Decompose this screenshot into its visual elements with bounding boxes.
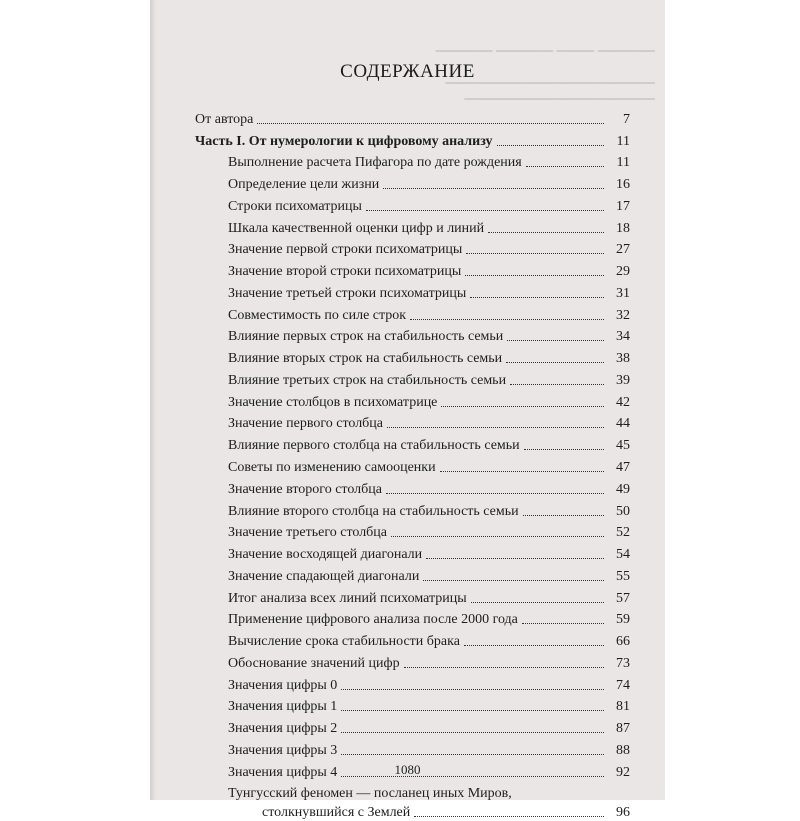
dot-leader — [386, 493, 604, 494]
toc-entry-title-line2: столкнувшийся с Землей — [262, 804, 411, 820]
toc-entry-page: 38 — [616, 351, 630, 367]
toc-entry — [195, 563, 630, 585]
toc-entry-page: 31 — [616, 285, 630, 301]
dot-leader — [441, 406, 604, 407]
toc-entry — [195, 389, 630, 411]
dot-leader — [414, 816, 604, 817]
dot-leader — [341, 754, 604, 755]
dot-leader — [522, 623, 604, 624]
toc-entry-page: 59 — [616, 612, 630, 628]
toc-entry-title: Строки психоматрицы — [228, 198, 362, 214]
toc-entry — [195, 106, 630, 128]
toc-entry-page: 50 — [616, 503, 630, 519]
toc-entry-title: Влияние второго столбца на стабильность семьи — [228, 503, 519, 519]
toc-entry-title: Итог анализа всех линий психоматрицы — [228, 590, 467, 606]
toc-entry-page: 7 — [623, 111, 630, 127]
page-edge-shadow — [150, 0, 156, 800]
toc-entry-page: 81 — [616, 699, 630, 715]
toc-entry-title: Совместимость по силе строк — [228, 307, 407, 323]
bleed-through-line: ▁▁▁▁▁▁▁▁▁▁▁▁▁▁▁▁▁▁▁▁▁▁ — [445, 70, 655, 84]
toc-entry-title: Часть I. От нумерологии к цифровому анализу — [195, 133, 493, 149]
toc-entry-page: 74 — [616, 677, 630, 693]
dot-leader — [341, 689, 604, 690]
toc-entry-page: 16 — [616, 177, 630, 193]
toc-entry-page: 73 — [616, 655, 630, 671]
toc-entry — [195, 541, 630, 563]
toc-entry-title: Обоснование значений цифр — [228, 655, 400, 671]
toc-entry-page: 45 — [616, 438, 630, 454]
toc-entry-title: Значение первого столбца — [228, 416, 384, 432]
toc-entry — [195, 280, 630, 302]
toc-entry-title: Значение первой строки психоматрицы — [228, 242, 463, 258]
toc-entry — [195, 607, 630, 629]
dot-leader — [257, 123, 604, 124]
toc-entry — [195, 432, 630, 454]
dot-leader — [470, 297, 604, 298]
toc-entry — [195, 520, 630, 542]
toc-entry-title: Влияние вторых строк на стабильность семьи — [228, 351, 503, 367]
dot-leader — [506, 362, 604, 363]
toc-entry-line2 — [228, 805, 630, 821]
toc-entry — [195, 585, 630, 607]
toc-entry-title: Влияние третьих строк на стабильность семьи — [228, 372, 507, 388]
page-number: 1080 — [394, 762, 421, 777]
toc-entry-page: 88 — [616, 742, 630, 758]
toc-entry-title: Значение восходящей диагонали — [228, 547, 423, 563]
bleed-through-line: ▁▁▁▁▁▁ ▁▁▁▁▁▁ ▁▁▁▁ ▁▁▁▁▁▁ — [435, 38, 655, 52]
toc-entry — [195, 737, 630, 759]
toc-entry — [195, 258, 630, 280]
toc-entry — [195, 215, 630, 237]
toc-entry-title: Значение второй строки психоматрицы — [228, 264, 462, 280]
table-of-contents — [195, 106, 630, 821]
toc-entry-title: Шкала качественной оценки цифр и линий — [228, 220, 485, 236]
toc-entry — [195, 650, 630, 672]
toc-entry-title: Значения цифры 4 — [228, 764, 338, 780]
dot-leader — [423, 580, 604, 581]
toc-entry — [195, 454, 630, 476]
dot-leader — [404, 667, 604, 668]
toc-entry-page: 66 — [616, 634, 630, 650]
toc-entry-page: 27 — [616, 242, 630, 258]
dot-leader — [471, 602, 604, 603]
toc-entry-page: 34 — [616, 329, 630, 345]
toc-entry — [195, 150, 630, 172]
dot-leader — [497, 145, 604, 146]
toc-entry-title: Влияние первого столбца на стабильность семьи — [228, 438, 520, 454]
dot-leader — [465, 275, 604, 276]
dot-leader — [387, 427, 604, 428]
toc-entry-page: 39 — [616, 372, 630, 388]
toc-entry-page: 49 — [616, 481, 630, 497]
toc-entry — [195, 345, 630, 367]
toc-entry-page: 52 — [616, 525, 630, 541]
dot-leader — [366, 210, 604, 211]
toc-entry-title: Значения цифры 2 — [228, 721, 338, 737]
toc-entry-title: Применение цифрового анализа после 2000 года — [228, 612, 518, 628]
toc-entry — [195, 171, 630, 193]
toc-entry-title: Значение третьей строки психоматрицы — [228, 285, 467, 301]
dot-leader — [526, 166, 604, 167]
toc-entry-page: 55 — [616, 568, 630, 584]
toc-entry-page: 18 — [616, 220, 630, 236]
toc-entry-title: Значения цифры 3 — [228, 742, 338, 758]
dot-leader — [524, 449, 604, 450]
toc-entry-page: 96 — [616, 804, 630, 820]
toc-entry-title: Советы по изменению самооценки — [228, 460, 436, 476]
toc-entry — [195, 237, 630, 259]
toc-entry-page: 92 — [616, 764, 630, 780]
toc-entry-page: 47 — [616, 460, 630, 476]
dot-leader — [341, 710, 604, 711]
toc-entry-title: Влияние первых строк на стабильность семьи — [228, 329, 504, 345]
toc-entry-page: 11 — [616, 155, 630, 171]
toc-entry — [195, 411, 630, 433]
toc-entry — [195, 324, 630, 346]
dot-leader — [523, 515, 604, 516]
dot-leader — [383, 188, 604, 189]
dot-leader — [426, 558, 604, 559]
dot-leader — [507, 340, 604, 341]
toc-entry-title: Значение столбцов в психоматрице — [228, 394, 438, 410]
dot-leader — [466, 253, 604, 254]
toc-entry — [195, 476, 630, 498]
toc-entry-page: 17 — [616, 198, 630, 214]
toc-entry — [195, 367, 630, 389]
dot-leader — [391, 536, 604, 537]
toc-entry-page: 32 — [616, 307, 630, 323]
dot-leader — [440, 471, 604, 472]
toc-entry-title: Значения цифры 1 — [228, 699, 338, 715]
toc-entry-page: 29 — [616, 264, 630, 280]
toc-entry-title: Значение спадающей диагонали — [228, 568, 420, 584]
toc-entry-page: 11 — [616, 133, 630, 149]
toc-entry — [195, 193, 630, 215]
dot-leader — [341, 732, 604, 733]
toc-entry — [195, 694, 630, 716]
toc-entry-title: Значения цифры 0 — [228, 677, 338, 693]
toc-entry-title: Вычисление срока стабильности брака — [228, 634, 460, 650]
toc-entry — [195, 128, 630, 150]
toc-entry-title: Определение цели жизни — [228, 177, 380, 193]
toc-entry — [195, 498, 630, 520]
toc-entry-page: 54 — [616, 547, 630, 563]
toc-entry — [195, 715, 630, 737]
page-title: СОДЕРЖАНИЕ — [340, 61, 475, 82]
dot-leader — [410, 319, 604, 320]
toc-entry-title: Выполнение расчета Пифагора по дате рождения — [228, 155, 522, 171]
toc-entry-title: Значение второго столбца — [228, 481, 382, 497]
toc-entry-page: 87 — [616, 721, 630, 737]
dot-leader — [464, 645, 604, 646]
toc-entry — [195, 672, 630, 694]
bleed-through-line: ▁▁▁▁▁▁▁▁▁▁▁▁▁▁▁▁▁▁▁▁ — [464, 86, 655, 100]
toc-entry — [195, 302, 630, 324]
toc-entry — [195, 781, 630, 821]
toc-entry — [195, 628, 630, 650]
toc-entry-title: Значение третьего столбца — [228, 525, 388, 541]
toc-entry-page: 42 — [616, 394, 630, 410]
dot-leader — [488, 232, 604, 233]
toc-entry-page: 57 — [616, 590, 630, 606]
dot-leader — [510, 384, 604, 385]
book-page — [150, 0, 665, 820]
toc-entry-title: От автора — [195, 111, 254, 127]
toc-entry-page: 44 — [616, 416, 630, 432]
toc-entry-title-line1: Тунгусский феномен — посланец иных Миров, — [228, 785, 512, 801]
